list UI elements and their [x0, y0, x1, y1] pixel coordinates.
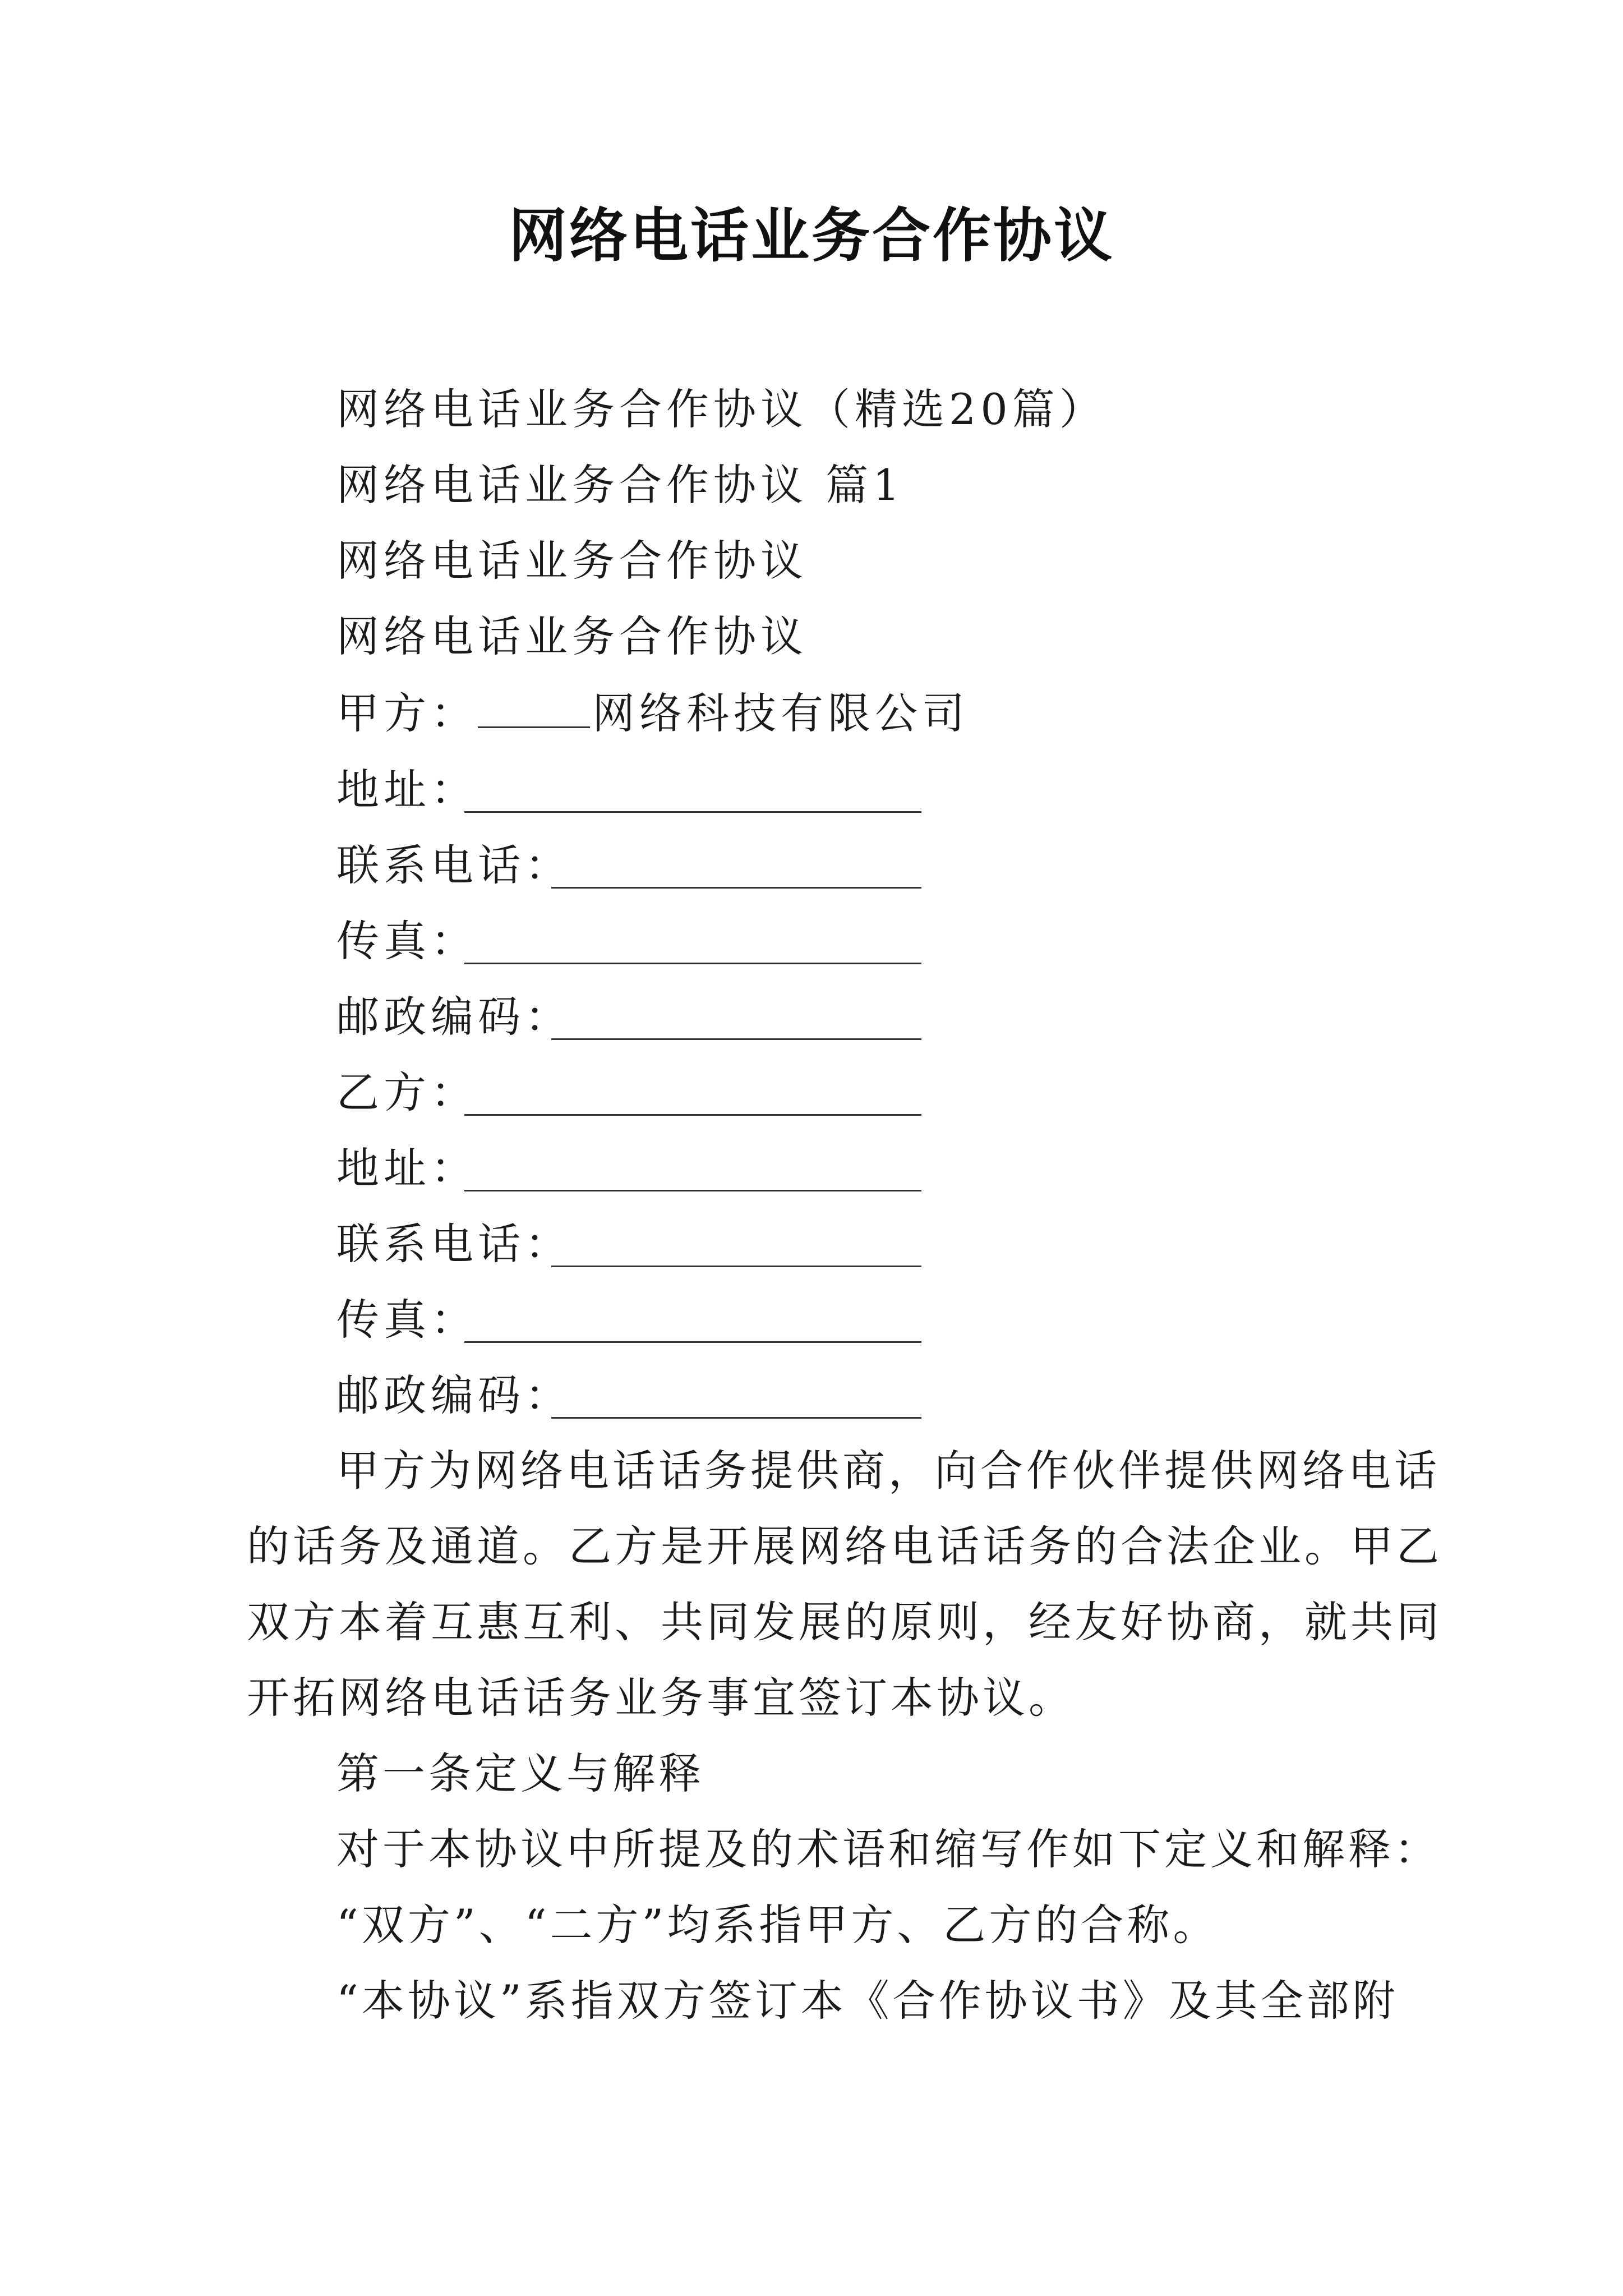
intro-line-3: 双方本着互惠互利、共同发展的原则，经友好协商，就共同: [247, 1597, 1442, 1647]
definition-2: “本协议”系指双方签订本《合作协议书》及其全部附: [336, 1976, 1399, 2026]
party-b-phone-blank: [551, 1266, 921, 1267]
party-b-fax-label: 传真：: [336, 1295, 478, 1345]
party-a-row: [336, 685, 969, 742]
party-a-fax-blank: [464, 963, 921, 964]
intro-line-2: 的话务及通道。乙方是开展网络电话话务的合法企业。甲乙: [247, 1521, 1442, 1571]
article-1-intro: 对于本协议中所提及的术语和缩写作如下定义和解释：: [336, 1824, 1440, 1874]
party-a-label: 甲方：: [336, 688, 478, 738]
party-b-postcode-blank: [551, 1417, 921, 1419]
party-a-value: 网络科技有限公司: [592, 688, 969, 738]
party-b-label: 乙方：: [336, 1068, 478, 1117]
party-a-postcode-label: 邮政编码：: [336, 992, 572, 1042]
intro-line-1: 甲方为网络电话话务提供商，向合作伙伴提供网络电话: [336, 1446, 1440, 1496]
party-a-phone-label: 联系电话：: [336, 840, 572, 890]
definition-1: “双方”、“二方”均系指甲方、乙方的合称。: [336, 1900, 1219, 1950]
section-heading: 网络电话业务合作协议 篇1: [336, 460, 905, 510]
party-a-address-label: 地址：: [336, 765, 478, 815]
article-1-heading: 第一条定义与解释: [336, 1749, 704, 1798]
party-a-address-blank: [464, 811, 921, 813]
intro-line-4: 开拓网络电话话务业务事宜签订本协议。: [247, 1673, 1075, 1723]
party-a-fax-label: 传真：: [336, 916, 478, 966]
party-b-blank: [464, 1114, 921, 1116]
party-a-blank: [478, 693, 590, 728]
party-a-phone-blank: [551, 887, 921, 889]
agreement-heading-1: 网络电话业务合作协议: [336, 536, 808, 586]
document-subtitle: 网络电话业务合作协议（精选20篇）: [336, 384, 1106, 434]
party-a-postcode-blank: [551, 1038, 921, 1040]
party-b-address-label: 地址：: [336, 1143, 478, 1193]
agreement-heading-2: 网络电话业务合作协议: [336, 611, 808, 661]
party-b-fax-blank: [464, 1341, 921, 1343]
party-b-address-blank: [464, 1190, 921, 1191]
party-b-postcode-label: 邮政编码：: [336, 1370, 572, 1420]
party-b-phone-label: 联系电话：: [336, 1219, 572, 1269]
document-title: 网络电话业务合作协议: [508, 201, 1114, 270]
